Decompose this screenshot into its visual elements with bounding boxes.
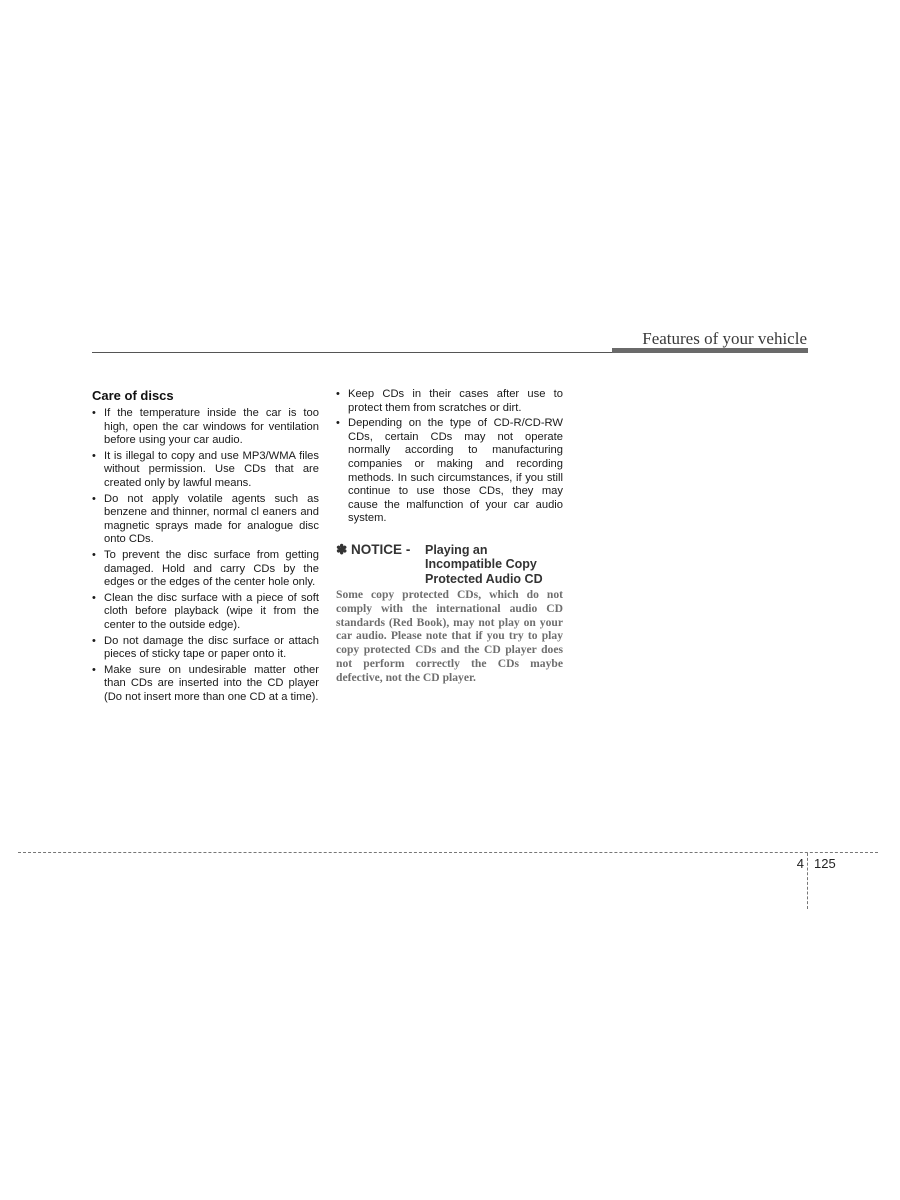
notice-label: ✽ NOTICE - xyxy=(336,541,411,557)
header-rule xyxy=(92,352,612,353)
bullet-item: • Depending on the type of CD-R/CD-RW CDs, certain CDs may not operate normally according to manufacturing companies or making and recording methods. In such circumstances, if you still continue to use those CDs, they may cause the malfunction of your car audio system. xyxy=(336,417,563,526)
section-title: Features of your vehicle xyxy=(642,329,807,348)
left-column xyxy=(92,388,319,706)
bullet-item: • Do not damage the disc surface or attach pieces of sticky tape or paper onto it. xyxy=(92,635,319,662)
bullet-item: • If the temperature inside the car is too high, open the car windows for ventilation before using your car audio. xyxy=(92,407,319,448)
header-rule-accent xyxy=(612,348,808,353)
notice-body: Some copy protected CDs, which do not comply with the international audio CD standards (Red Book), may not play on your car audio. Please note that if you try to play copy protected CDs and the CD player does not perform correctly the CDs maybe defective, not the CD player. xyxy=(336,587,563,684)
footer-dashed-divider xyxy=(807,853,808,909)
care-bullet-list xyxy=(92,407,319,704)
bullet-item: • Clean the disc surface with a piece of soft cloth before playback (wipe it from the center to the outside edge). xyxy=(92,592,319,633)
care-of-discs-heading: Care of discs xyxy=(92,388,174,403)
right-column xyxy=(336,388,563,685)
notice-title: Playing an Incompatible Copy Protected Audio CD xyxy=(425,542,543,586)
care-bullet-list-continued xyxy=(336,388,563,526)
bullet-item: • It is illegal to copy and use MP3/WMA files without permission. Use CDs that are created only by lawful means. xyxy=(92,450,319,491)
page-number: 125 xyxy=(814,856,836,871)
notice-header xyxy=(336,542,563,588)
bullet-item: • Keep CDs in their cases after use to protect them from scratches or dirt. xyxy=(336,388,563,415)
bullet-item: • Do not apply volatile agents such as benzene and thinner, normal cl eaners and magnetic sprays made for analogue disc onto CDs. xyxy=(92,493,319,547)
bullet-item: • Make sure on undesirable matter other than CDs are inserted into the CD player (Do not insert more than one CD at a time). xyxy=(92,664,319,705)
chapter-number: 4 xyxy=(796,856,804,871)
footer-dashed-rule xyxy=(18,852,878,853)
bullet-item: • To prevent the disc surface from getting damaged. Hold and carry CDs by the edges or the edges of the center hole only. xyxy=(92,549,319,590)
